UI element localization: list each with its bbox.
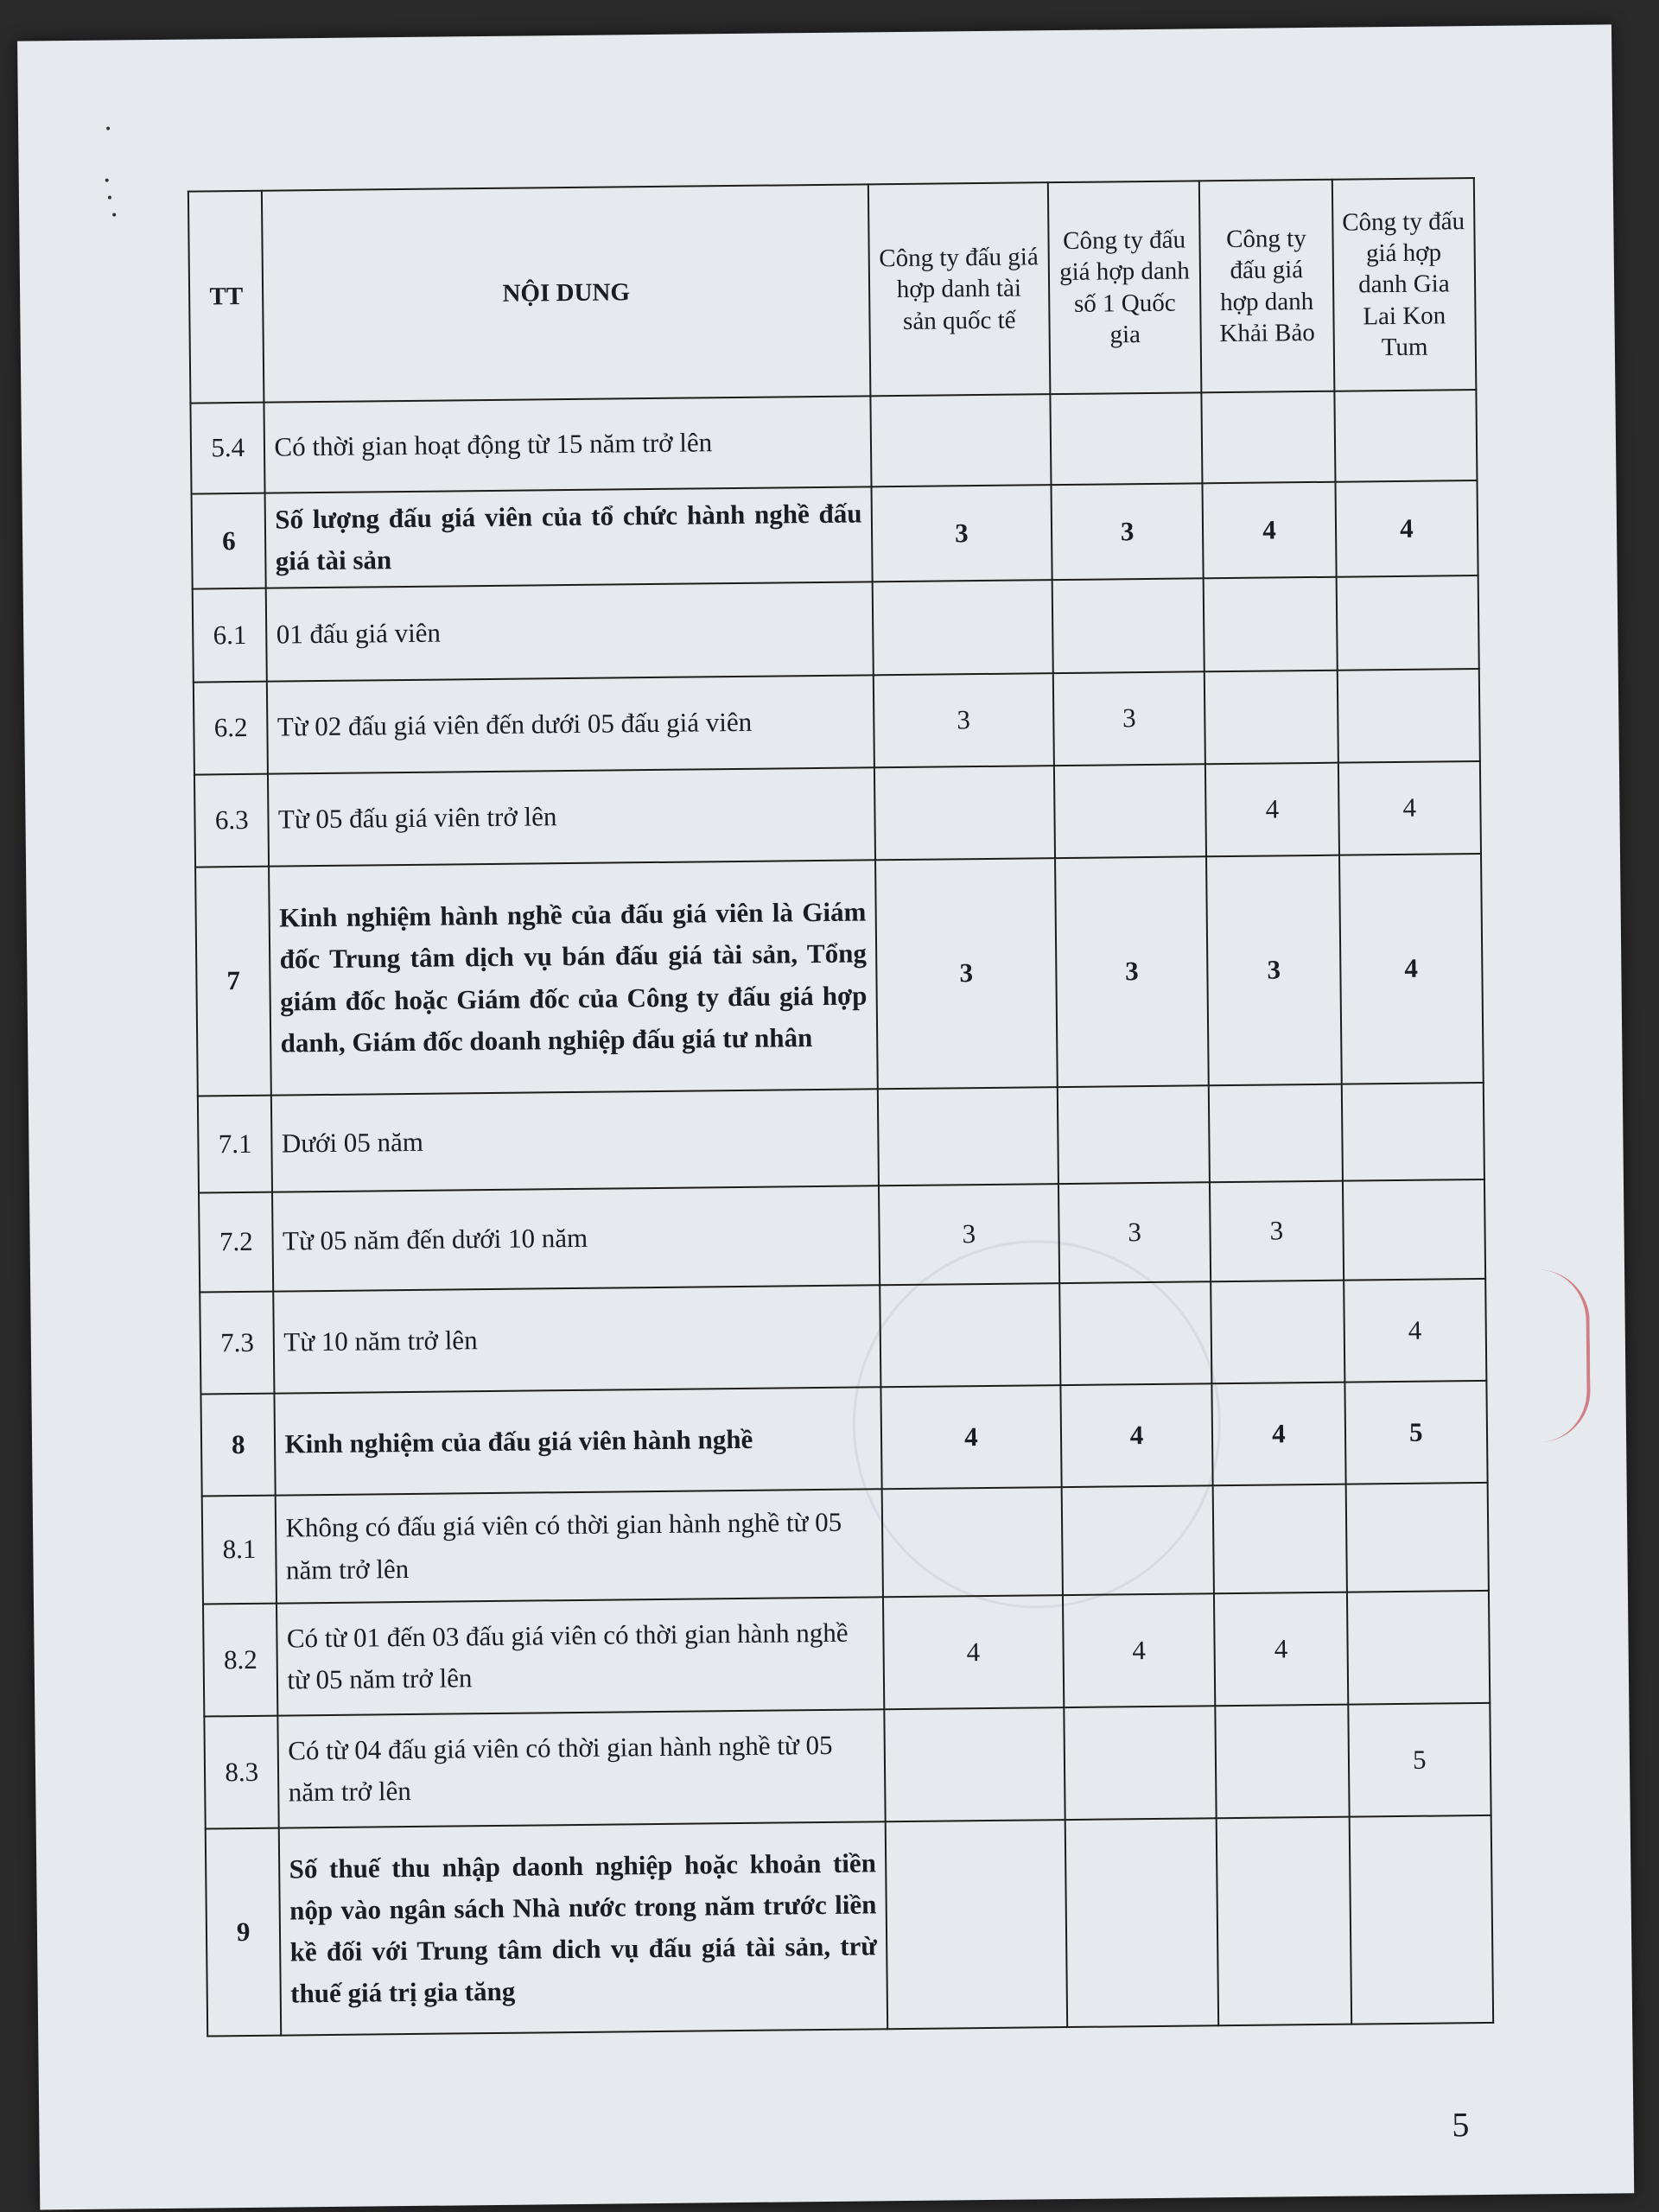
table-row bbox=[206, 1815, 1493, 2037]
score-company-2: 4 bbox=[1060, 1383, 1213, 1487]
table-header-row bbox=[188, 178, 1476, 404]
table-row bbox=[194, 669, 1480, 775]
score-company-4 bbox=[1334, 390, 1477, 482]
score-company-3: 3 bbox=[1210, 1181, 1344, 1282]
score-company-4: 4 bbox=[1339, 854, 1484, 1084]
score-company-1 bbox=[884, 1707, 1065, 1821]
score-company-4 bbox=[1347, 1591, 1491, 1705]
score-company-2 bbox=[1062, 1485, 1215, 1595]
row-content: 01 đấu giá viên bbox=[266, 582, 873, 681]
table-row bbox=[199, 1179, 1485, 1293]
score-company-4 bbox=[1349, 1815, 1493, 2024]
score-company-3: 4 bbox=[1205, 763, 1339, 857]
score-company-4 bbox=[1336, 575, 1479, 671]
score-company-3: 4 bbox=[1203, 482, 1337, 579]
row-tt: 8.2 bbox=[203, 1604, 278, 1717]
score-company-2 bbox=[1052, 578, 1205, 673]
score-company-3: 3 bbox=[1206, 855, 1341, 1086]
score-company-2 bbox=[1065, 1818, 1219, 2027]
row-content: Từ 05 đấu giá viên trở lên bbox=[268, 767, 874, 866]
table-row bbox=[198, 1083, 1484, 1193]
row-tt: 5.4 bbox=[190, 403, 265, 494]
score-company-4 bbox=[1341, 1083, 1484, 1181]
row-content: Kinh nghiệm hành nghề của đấu giá viên là Giám đốc Trung tâm dịch vụ bán đấu giá tài sản, Tổng giám đốc hoặc Giám đốc của Công ty đấu giá hợp danh, Giám đốc doanh nghiệp đấu giá tư nhân bbox=[270, 860, 878, 1095]
score-company-3 bbox=[1209, 1084, 1343, 1183]
score-company-1: 3 bbox=[879, 1184, 1059, 1285]
header-company-1: Công ty đấu giá hợp danh tài sản quốc tế bbox=[868, 182, 1051, 396]
table-row bbox=[190, 390, 1477, 494]
score-company-4: 5 bbox=[1348, 1703, 1491, 1817]
row-tt: 6.1 bbox=[193, 588, 268, 683]
score-company-1: 4 bbox=[883, 1595, 1065, 1709]
row-tt: 7 bbox=[195, 867, 271, 1096]
row-content: Có từ 04 đấu giá viên có thời gian hành nghề từ 05 năm trở lên bbox=[278, 1709, 886, 1827]
row-content: Số thuế thu nhập daonh nghiệp hoặc khoản tiền nộp vào ngân sách Nhà nước trong năm trước liền kề đối với Trung tâm dich vụ đấu giá tài sản, trừ thuế giá trị gia tăng bbox=[279, 1821, 887, 2035]
row-content: Từ 02 đấu giá viên đến dưới 05 đấu giá viên bbox=[267, 675, 874, 773]
row-content: Từ 05 năm đến dưới 10 năm bbox=[272, 1185, 879, 1291]
score-company-3 bbox=[1211, 1281, 1344, 1384]
score-company-2: 3 bbox=[1058, 1182, 1211, 1283]
row-content: Dưới 05 năm bbox=[271, 1089, 878, 1192]
score-company-2: 3 bbox=[1051, 483, 1203, 580]
header-tt: TT bbox=[188, 191, 264, 404]
score-company-1: 3 bbox=[871, 485, 1052, 582]
score-company-1 bbox=[874, 766, 1055, 860]
header-company-4: Công ty đấu giá hợp danh Gia Lai Kon Tum bbox=[1332, 178, 1476, 391]
row-tt: 7.2 bbox=[199, 1192, 274, 1293]
score-company-2 bbox=[1064, 1706, 1217, 1820]
table-row bbox=[203, 1591, 1490, 1717]
table-row bbox=[192, 480, 1478, 589]
score-company-3: 4 bbox=[1214, 1592, 1348, 1707]
score-company-1 bbox=[872, 580, 1052, 675]
row-content: Không có đấu giá viên có thời gian hành nghề từ 05 năm trở lên bbox=[276, 1489, 883, 1603]
score-company-3 bbox=[1216, 1705, 1350, 1819]
score-company-3 bbox=[1204, 577, 1338, 672]
score-company-4: 4 bbox=[1335, 480, 1478, 577]
row-tt: 8 bbox=[200, 1394, 276, 1497]
row-tt: 6.3 bbox=[194, 774, 270, 868]
score-company-3 bbox=[1217, 1817, 1351, 2026]
table-row bbox=[194, 761, 1481, 868]
score-company-3 bbox=[1213, 1484, 1347, 1594]
row-tt: 7.1 bbox=[198, 1096, 273, 1193]
table-row bbox=[195, 854, 1484, 1096]
score-company-2 bbox=[1058, 1085, 1210, 1184]
criteria-table bbox=[188, 177, 1494, 2037]
score-company-4 bbox=[1345, 1483, 1489, 1592]
score-company-3 bbox=[1202, 391, 1335, 484]
score-company-3 bbox=[1205, 671, 1338, 765]
score-company-1 bbox=[880, 1283, 1060, 1387]
document-page bbox=[17, 24, 1634, 2209]
header-content: NỘI DUNG bbox=[262, 184, 870, 402]
page-number: 5 bbox=[1452, 2105, 1470, 2145]
row-content: Có thời gian hoạt động từ 15 năm trở lên bbox=[264, 396, 871, 493]
score-company-1: 3 bbox=[874, 673, 1054, 767]
red-seal-edge bbox=[1534, 1269, 1591, 1443]
row-content: Từ 10 năm trở lên bbox=[274, 1285, 880, 1393]
score-company-3: 4 bbox=[1212, 1382, 1346, 1486]
score-company-1 bbox=[881, 1487, 1062, 1597]
table-row bbox=[202, 1483, 1489, 1605]
row-tt: 9 bbox=[206, 1828, 282, 2037]
row-tt: 6.2 bbox=[194, 682, 269, 775]
table-row bbox=[200, 1279, 1486, 1395]
row-tt: 8.3 bbox=[204, 1716, 279, 1829]
score-company-4: 4 bbox=[1344, 1279, 1487, 1382]
row-tt: 6 bbox=[192, 493, 267, 589]
score-company-1 bbox=[885, 1820, 1067, 2029]
score-company-2 bbox=[1059, 1281, 1212, 1385]
score-company-2: 4 bbox=[1063, 1593, 1216, 1707]
score-company-4 bbox=[1343, 1179, 1486, 1281]
row-content: Kinh nghiệm của đấu giá viên hành nghề bbox=[275, 1387, 881, 1495]
table-row bbox=[193, 575, 1479, 683]
row-content: Số lượng đấu giá viên của tổ chức hành nghề đấu giá tài sản bbox=[265, 486, 872, 588]
table-row bbox=[200, 1381, 1487, 1497]
score-company-4: 4 bbox=[1338, 761, 1481, 855]
score-company-1 bbox=[870, 394, 1051, 486]
header-company-3: Công ty đấu giá hợp danh Khải Bảo bbox=[1199, 180, 1334, 393]
score-company-1: 4 bbox=[880, 1385, 1061, 1489]
score-company-2: 3 bbox=[1053, 671, 1205, 766]
header-company-2: Công ty đấu giá hợp danh số 1 Quốc gia bbox=[1048, 181, 1202, 394]
score-company-2: 3 bbox=[1055, 856, 1209, 1087]
punch-marks bbox=[105, 127, 114, 231]
score-company-2 bbox=[1054, 764, 1206, 858]
score-company-1 bbox=[878, 1087, 1058, 1185]
score-company-2 bbox=[1050, 392, 1202, 485]
score-company-4 bbox=[1337, 669, 1480, 763]
score-company-4: 5 bbox=[1344, 1381, 1488, 1484]
row-tt: 7.3 bbox=[200, 1292, 275, 1395]
row-tt: 8.1 bbox=[202, 1496, 277, 1605]
score-company-1: 3 bbox=[875, 858, 1058, 1089]
table-row bbox=[204, 1703, 1491, 1829]
row-content: Có từ 01 đến 03 đấu giá viên có thời gian hành nghề từ 05 năm trở lên bbox=[276, 1597, 884, 1715]
